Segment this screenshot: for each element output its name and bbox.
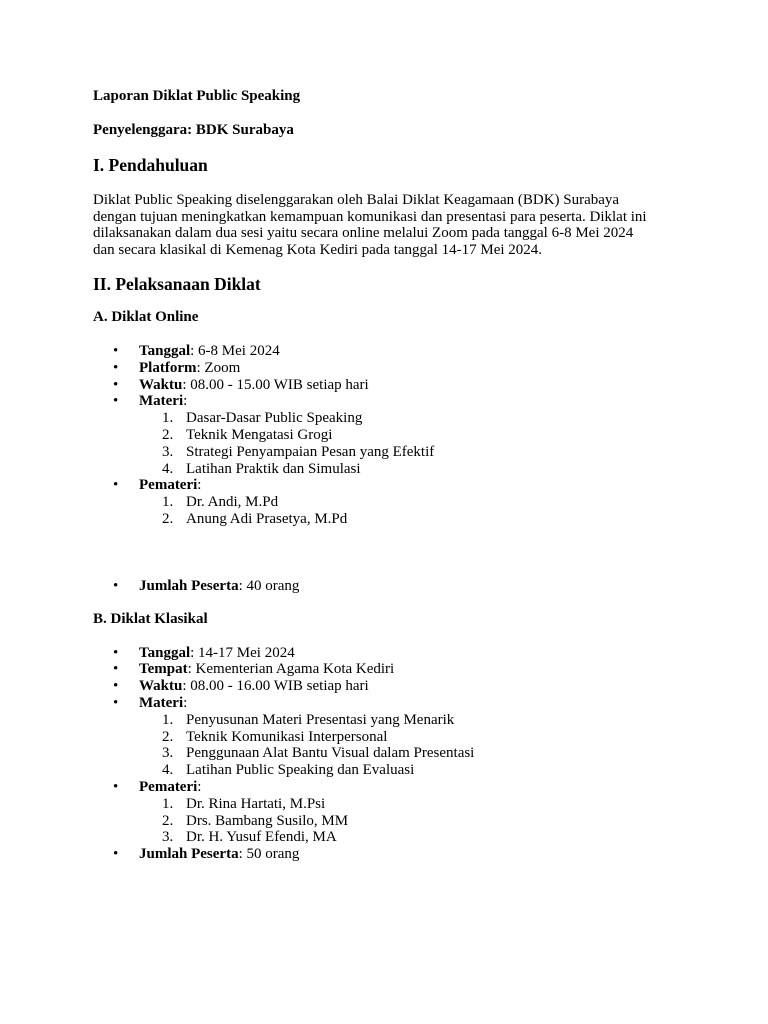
list-item (93, 779, 693, 796)
numbered-item (93, 494, 693, 511)
item-text: Dr. Rina Hartati, M.Psi (186, 795, 326, 812)
item-number: 1. (162, 494, 174, 511)
section-heading-execution: II. Pelaksanaan Diklat (93, 274, 261, 294)
item-number: 1. (162, 711, 174, 728)
subsection-heading-classical: B. Diklat Klasikal (93, 610, 208, 627)
item-number: 4. (162, 762, 174, 779)
item-value: : 14-17 Mei 2024 (190, 644, 295, 661)
item-number: 1. (162, 410, 174, 427)
item-number: 3. (162, 443, 174, 460)
item-value: : 6-8 Mei 2024 (190, 343, 280, 359)
classical-pemateri-bullet (93, 779, 693, 796)
item-label: Jumlah Peserta (139, 846, 239, 863)
numbered-item (93, 410, 693, 427)
list-item (93, 343, 693, 360)
list-item (93, 645, 693, 662)
item-label: Tempat (139, 661, 188, 678)
numbered-item (93, 729, 693, 746)
numbered-item (93, 762, 693, 779)
item-value: : Zoom (196, 359, 241, 376)
intro-line: dilaksanakan dalam dua sesi yaitu secara online melalui Zoom pada tanggal 6-8 Mei 2024 (93, 225, 634, 241)
item-text: Dr. Andi, M.Pd (186, 494, 279, 511)
item-text: Teknik Komunikasi Interpersonal (186, 728, 388, 745)
item-number: 2. (162, 426, 174, 443)
list-item (93, 360, 693, 377)
subsection-heading-online: A. Diklat Online (93, 309, 199, 325)
online-jumlah-bullet (93, 578, 693, 595)
intro-line: Diklat Public Speaking diselenggarakan oleh Balai Diklat Keagamaan (BDK) Surabaya (93, 192, 620, 208)
intro-line: dan secara klasikal di Kemenag Kota Kediri pada tanggal 14-17 Mei 2024. (93, 241, 543, 258)
item-label: Pemateri (139, 477, 198, 494)
document-title: Laporan Diklat Public Speaking (93, 88, 301, 104)
item-value: : 08.00 - 15.00 WIB setiap hari (182, 376, 369, 393)
item-value: : 40 orang (238, 577, 300, 594)
classical-details-list (93, 645, 693, 712)
numbered-item (93, 796, 693, 813)
online-materi-list (93, 410, 693, 477)
item-text: Anung Adi Prasetya, M.Pd (186, 510, 348, 527)
numbered-item (93, 829, 693, 846)
list-item (93, 393, 693, 410)
item-label: Jumlah Peserta (139, 577, 239, 594)
item-label: Materi (139, 694, 184, 711)
item-colon: : (183, 393, 188, 410)
item-number: 1. (162, 795, 174, 812)
list-item (93, 578, 693, 595)
item-number: 2. (162, 510, 174, 527)
item-number: 3. (162, 745, 174, 762)
online-pemateri-bullet (93, 477, 693, 494)
numbered-item (93, 511, 693, 528)
list-item (93, 377, 693, 394)
list-item (93, 477, 693, 494)
item-colon: : (197, 477, 202, 494)
item-number: 2. (162, 728, 174, 745)
item-label: Materi (139, 393, 184, 410)
item-label: Platform (139, 359, 197, 376)
item-label: Tanggal (139, 644, 191, 661)
online-details-list (93, 343, 693, 410)
section-heading-intro: I. Pendahuluan (93, 155, 208, 175)
item-text: Drs. Bambang Susilo, MM (186, 812, 349, 829)
list-item (93, 678, 693, 695)
list-item (93, 661, 693, 678)
item-text: Penyusunan Materi Presentasi yang Menarik (186, 711, 455, 728)
numbered-item (93, 813, 693, 830)
numbered-item (93, 712, 693, 729)
item-number: 4. (162, 460, 174, 477)
classical-pemateri-list (93, 796, 693, 846)
item-colon: : (183, 694, 188, 711)
numbered-item (93, 427, 693, 444)
intro-paragraph (93, 192, 693, 258)
online-pemateri-list (93, 494, 693, 528)
organizer-line: Penyelenggara: BDK Surabaya (93, 122, 294, 138)
item-value: : Kementerian Agama Kota Kediri (187, 661, 395, 678)
item-text: Latihan Praktik dan Simulasi (186, 460, 361, 477)
classical-jumlah-bullet (93, 846, 693, 863)
item-text: Dr. H. Yusuf Efendi, MA (186, 829, 337, 846)
item-text: Teknik Mengatasi Grogi (186, 426, 333, 443)
item-value: : 50 orang (238, 846, 300, 863)
item-text: Latihan Public Speaking dan Evaluasi (186, 762, 415, 779)
item-number: 3. (162, 829, 174, 846)
item-label: Pemateri (139, 778, 198, 795)
item-number: 2. (162, 812, 174, 829)
intro-line: dengan tujuan meningkatkan kemampuan komunikasi dan presentasi para peserta. Diklat ini (93, 208, 647, 225)
item-text: Dasar-Dasar Public Speaking (186, 410, 363, 427)
item-label: Waktu (139, 376, 183, 393)
document-page (93, 88, 693, 863)
classical-materi-list (93, 712, 693, 779)
item-colon: : (197, 778, 202, 795)
numbered-item (93, 461, 693, 478)
numbered-item (93, 444, 693, 461)
item-value: : 08.00 - 16.00 WIB setiap hari (182, 678, 369, 695)
item-text: Strategi Penyampaian Pesan yang Efektif (186, 443, 435, 460)
item-text: Penggunaan Alat Bantu Visual dalam Presentasi (186, 745, 475, 762)
item-label: Tanggal (139, 343, 191, 359)
numbered-item (93, 745, 693, 762)
list-item (93, 695, 693, 712)
list-item (93, 846, 693, 863)
item-label: Waktu (139, 678, 183, 695)
